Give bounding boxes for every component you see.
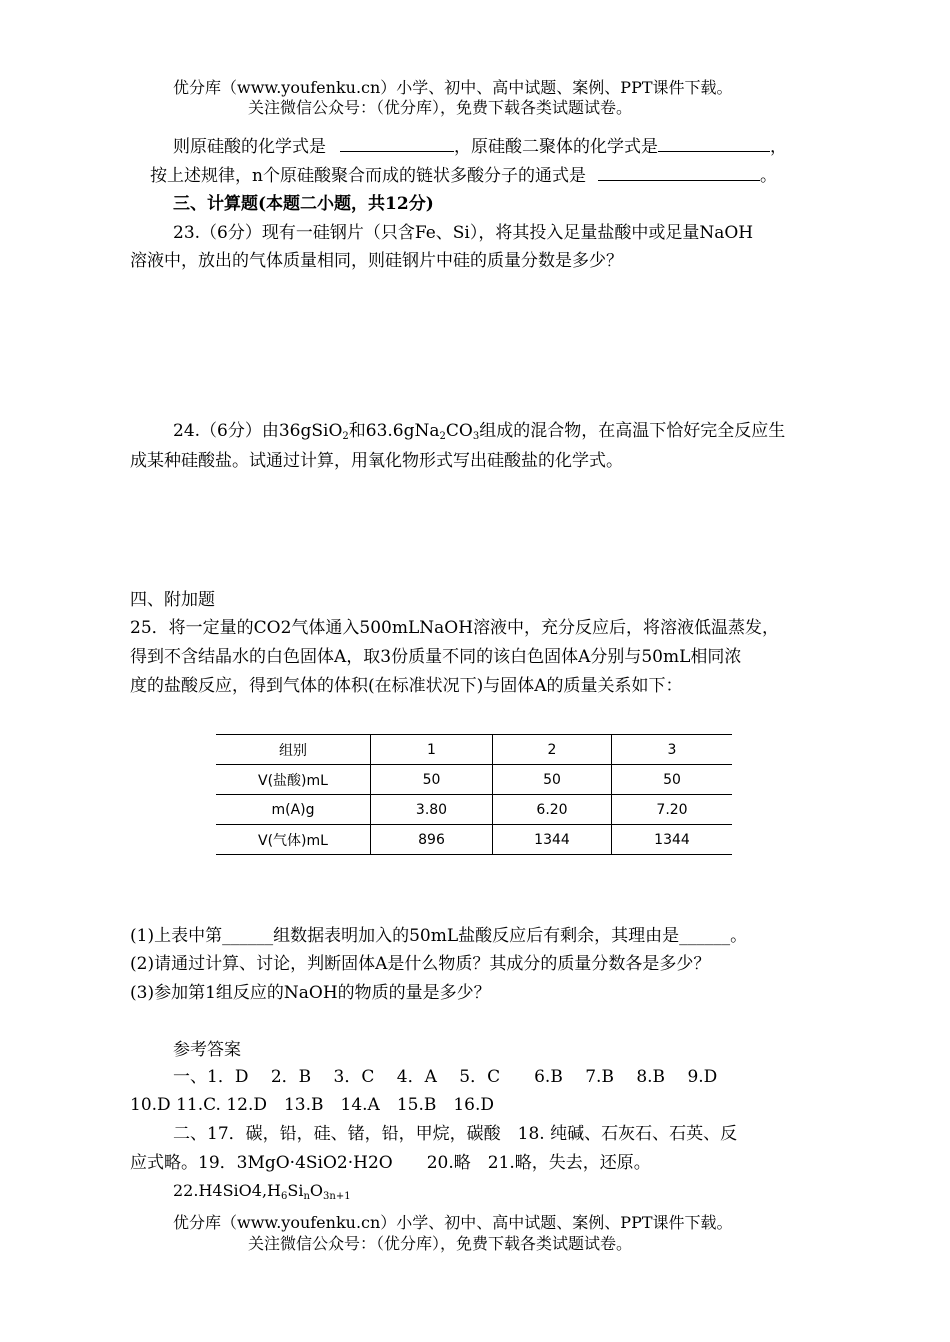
table-cell: 2 — [493, 735, 612, 765]
q22-text-4: 按上述规律，n个原硅酸聚合而成的链状多酸分子的通式是 — [150, 166, 586, 186]
q24-text-a: 24.（6分）由36gSiO — [173, 421, 343, 441]
table-cell: V(气体)mL — [216, 825, 371, 855]
table-cell: 50 — [612, 765, 733, 795]
table-cell: 1344 — [612, 825, 733, 855]
header-line-2: 关注微信公众号：（优分库），免费下载各类试题试卷。 — [248, 98, 633, 117]
q23-line-1: 23.（6分）现有一硅钢片（只含Fe、Si），将其投入足量盐酸中或足量NaOH — [173, 223, 754, 243]
q24-sub-c: 3 — [472, 431, 480, 442]
footer-line-2: 关注微信公众号：（优分库），免费下载各类试题试卷。 — [248, 1234, 633, 1253]
answers-line-1: 一、1．D 2．B 3．C 4．A 5．C 6.B 7.B 8.B 9.D — [173, 1067, 718, 1087]
table-cell: 50 — [493, 765, 612, 795]
q25-sub-question-1: (1)上表中第______组数据表明加入的50mL盐酸反应后有剩余，其理由是______。 — [130, 926, 748, 946]
table-cell: 6.20 — [493, 795, 612, 825]
table-cell: m(A)g — [216, 795, 371, 825]
answer-blank — [598, 164, 760, 181]
table-cell: 3 — [612, 735, 733, 765]
answers-sub-b: n — [303, 1191, 310, 1202]
table-cell: 1344 — [493, 825, 612, 855]
answers-text-a: 22.H4SiO4,H — [173, 1181, 281, 1200]
q22-text-5: 。 — [759, 166, 777, 186]
table-cell: 3.80 — [371, 795, 493, 825]
answers-sub-c: 3n+1 — [323, 1191, 351, 1202]
q24-text-d: 组成的混合物，在高温下恰好完全反应生 — [479, 421, 786, 441]
table-row — [216, 795, 732, 825]
table-cell: 7.20 — [612, 795, 733, 825]
q22-text-2: ，原硅酸二聚体的化学式是 — [454, 137, 658, 157]
q25-sub-question-3: (3)参加第1组反应的NaOH的物质的量是多少？ — [130, 983, 491, 1003]
answers-line-2: 10.D 11.C. 12.D 13.B 14.A 15.B 16.D — [130, 1095, 495, 1115]
answers-line-4: 应式略。19．3MgO·4SiO2·H2O 20.略 21.略，失去，还原。 — [130, 1153, 651, 1173]
q25-line-2: 得到不含结晶水的白色固体A，取3份质量不同的该白色固体A分别与50mL相同浓 — [130, 647, 742, 667]
answers-text-c: O — [309, 1181, 324, 1200]
q24-line-2: 成某种硅酸盐。试通过计算，用氧化物形式写出硅酸盐的化学式。 — [130, 451, 623, 471]
q24-line-1 — [173, 420, 785, 442]
q24-text-b: 和63.6gNa — [348, 421, 440, 441]
header-line-1: 优分库（www.youfenku.cn）小学、初中、高中试题、案例、PPT课件下载。 — [173, 78, 733, 97]
table-cell: 896 — [371, 825, 493, 855]
table-row — [216, 735, 732, 765]
q25-sub-question-2: (2)请通过计算、讨论，判断固体A是什么物质？其成分的质量分数各是多少？ — [130, 954, 711, 974]
answers-line-3: 二、17．碳，铅，硅、锗，铅，甲烷，碳酸 18. 纯碱、石灰石、石英、反 — [173, 1124, 738, 1144]
answers-title: 参考答案 — [173, 1040, 241, 1060]
q24-sub-b: 2 — [439, 431, 446, 442]
section-3-title: 三、计算题(本题二小题，共12分) — [173, 194, 434, 214]
table-row — [216, 765, 732, 795]
q22-text-1: 则原硅酸的化学式是 — [173, 137, 326, 157]
table-cell: 组别 — [216, 735, 371, 765]
q25-line-1: 25．将一定量的CO2气体通入500mLNaOH溶液中，充分反应后，将溶液低温蒸发， — [130, 618, 780, 638]
q22-line-2 — [150, 164, 777, 187]
answer-blank — [340, 135, 454, 152]
answer-blank — [658, 135, 770, 152]
answers-text-b: Si — [287, 1181, 304, 1200]
table-row — [216, 825, 732, 855]
table-cell: V(盐酸)mL — [216, 765, 371, 795]
data-table — [216, 734, 732, 855]
table-cell: 1 — [371, 735, 493, 765]
q23-line-2: 溶液中，放出的气体质量相同，则硅钢片中硅的质量分数是多少？ — [130, 251, 623, 271]
section-4-title: 四、附加题 — [130, 590, 215, 610]
q24-text-c: CO — [445, 421, 473, 441]
footer-line-1: 优分库（www.youfenku.cn）小学、初中、高中试题、案例、PPT课件下载。 — [173, 1213, 733, 1232]
q22-line-1 — [173, 135, 787, 158]
q25-line-3: 度的盐酸反应，得到气体的体积(在标准状况下)与固体A的质量关系如下： — [130, 676, 683, 696]
table-cell: 50 — [371, 765, 493, 795]
answers-line-5 — [173, 1180, 351, 1202]
q24-sub-a: 2 — [342, 431, 349, 442]
q22-text-3: ， — [770, 137, 787, 157]
answers-sub-a: 6 — [281, 1191, 288, 1202]
